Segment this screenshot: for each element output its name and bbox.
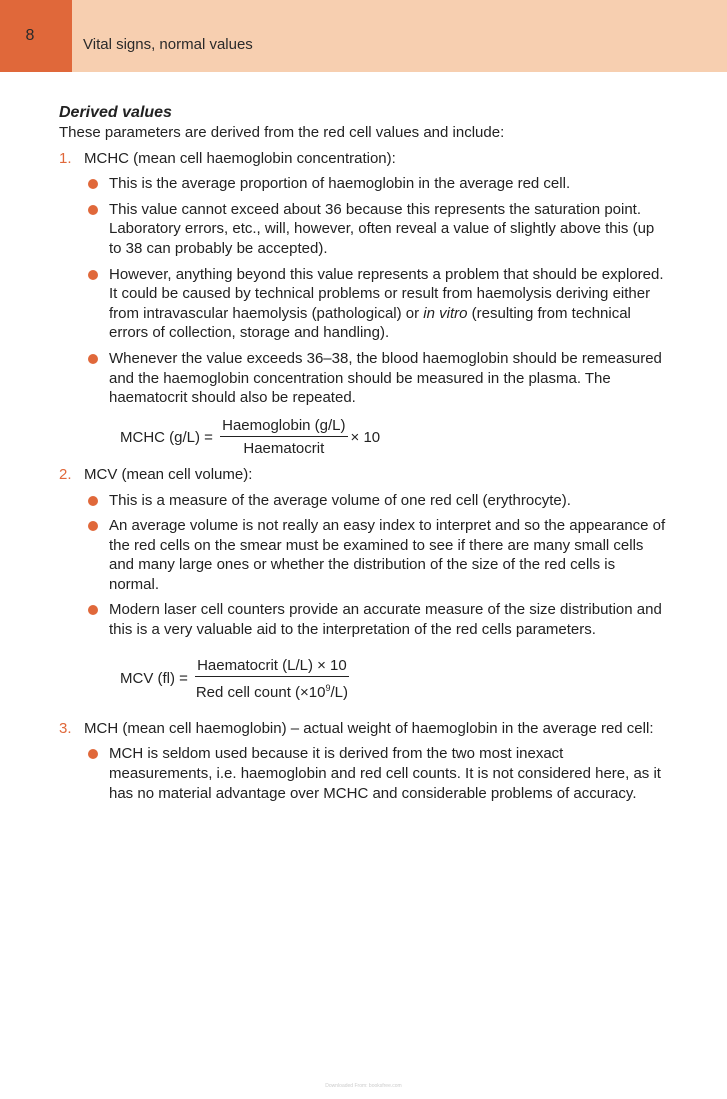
formula-mcv — [120, 656, 669, 703]
formula-numerator: Haematocrit (L/L) × 10 — [195, 656, 349, 678]
bullet-text: Whenever the value exceeds 36–38, the blood haemoglobin should be remeasured and the haemoglobin concentration should be measured in the plasma. The haematocrit should also be repeated. — [109, 349, 662, 407]
bullet-text: An average volume is not really an easy index to interpret and so the appearance of the red cells on the smear must be examined to see if there are many small cells and many large ones or whether the distribution of the size of the red cells is normal. — [109, 517, 666, 593]
bullet-item — [84, 516, 669, 594]
bullet-text: This is a measure of the average volume of one red cell (erythrocyte). — [109, 491, 571, 509]
bullet-text: Modern laser cell counters provide an accurate measure of the size distribution and this is a very valuable aid to the interpretation of the red cells parameters. — [109, 601, 662, 639]
page-body — [59, 103, 669, 809]
denominator-exponent: 9 — [325, 683, 331, 694]
bullet-dot-icon — [88, 354, 98, 364]
list-number: 3. — [59, 719, 72, 737]
list-heading: MCHC (mean cell haemoglobin concentration): — [84, 149, 396, 167]
formula-rhs: × 10 — [350, 428, 381, 446]
formula-fraction — [195, 656, 349, 703]
bullet-item — [84, 744, 669, 803]
page-number: 8 — [0, 0, 72, 72]
bullet-text: MCH is seldom used because it is derived from the two most inexact measurements, i.e. haemoglobin and red cell counts. It is not considered here, as it has no material advantage over MCHC and considerable problems of accuracy. — [109, 745, 661, 802]
bullet-dot-icon — [88, 205, 98, 215]
page-header — [0, 0, 727, 72]
bullet-dot-icon — [88, 521, 98, 531]
list-number: 2. — [59, 465, 72, 483]
bullet-dot-icon — [88, 496, 98, 506]
formula-fraction — [220, 416, 347, 459]
formula-denominator: Haematocrit — [243, 440, 325, 458]
bullet-text-tail: (resulting from technical errors of collection, storage and handling). — [109, 304, 631, 342]
bullet-list — [59, 744, 669, 803]
section-intro: These parameters are derived from the red cell values and include: — [59, 124, 505, 141]
bullet-item — [84, 491, 669, 511]
formula-mchc — [120, 416, 669, 459]
bullet-item — [84, 174, 669, 194]
list-item-mcv — [59, 465, 669, 485]
bullet-item — [84, 265, 669, 343]
running-title: Vital signs, normal values — [83, 36, 253, 53]
list-heading: MCV (mean cell volume): — [84, 465, 253, 483]
list-number: 1. — [59, 149, 72, 167]
denominator-unit: /L) — [330, 684, 349, 702]
formula-lhs: MCV (fl) = — [120, 670, 193, 688]
formula-denominator — [196, 677, 348, 703]
formula-lhs: MCHC (g/L) = — [120, 428, 218, 446]
list-heading: MCH (mean cell haemoglobin) – actual weight of haemoglobin in the average red cell: — [84, 719, 654, 737]
bullet-italic: in vitro — [423, 304, 468, 322]
section-title: Derived values — [59, 104, 172, 121]
bullet-item — [84, 600, 669, 639]
bullet-dot-icon — [88, 605, 98, 615]
list-item-mch — [59, 719, 669, 739]
bullet-dot-icon — [88, 270, 98, 280]
bullet-text: However, anything beyond this value represents a problem that should be explored. It could be caused by technical problems or result from haemolysis deriving either from intravascular haemolysis (pathological) or — [109, 265, 664, 322]
bullet-item — [84, 349, 669, 408]
denominator-text: Red cell count (×10 — [195, 684, 326, 702]
bullet-list — [59, 491, 669, 640]
bullet-item — [84, 200, 669, 259]
formula-numerator: Haemoglobin (g/L) — [220, 416, 347, 438]
footer-watermark: Downloaded From: booksfree.com — [325, 1083, 402, 1089]
bullet-list — [59, 174, 669, 408]
bullet-dot-icon — [88, 749, 98, 759]
bullet-dot-icon — [88, 179, 98, 189]
list-item-mchc — [59, 149, 669, 169]
bullet-text: This value cannot exceed about 36 because this represents the saturation point. Laboratory errors, etc., will, however, often reveal a value of slightly above this (up to 38 can probably be accepted). — [109, 200, 655, 257]
bullet-text: This is the average proportion of haemoglobin in the average red cell. — [109, 175, 571, 193]
